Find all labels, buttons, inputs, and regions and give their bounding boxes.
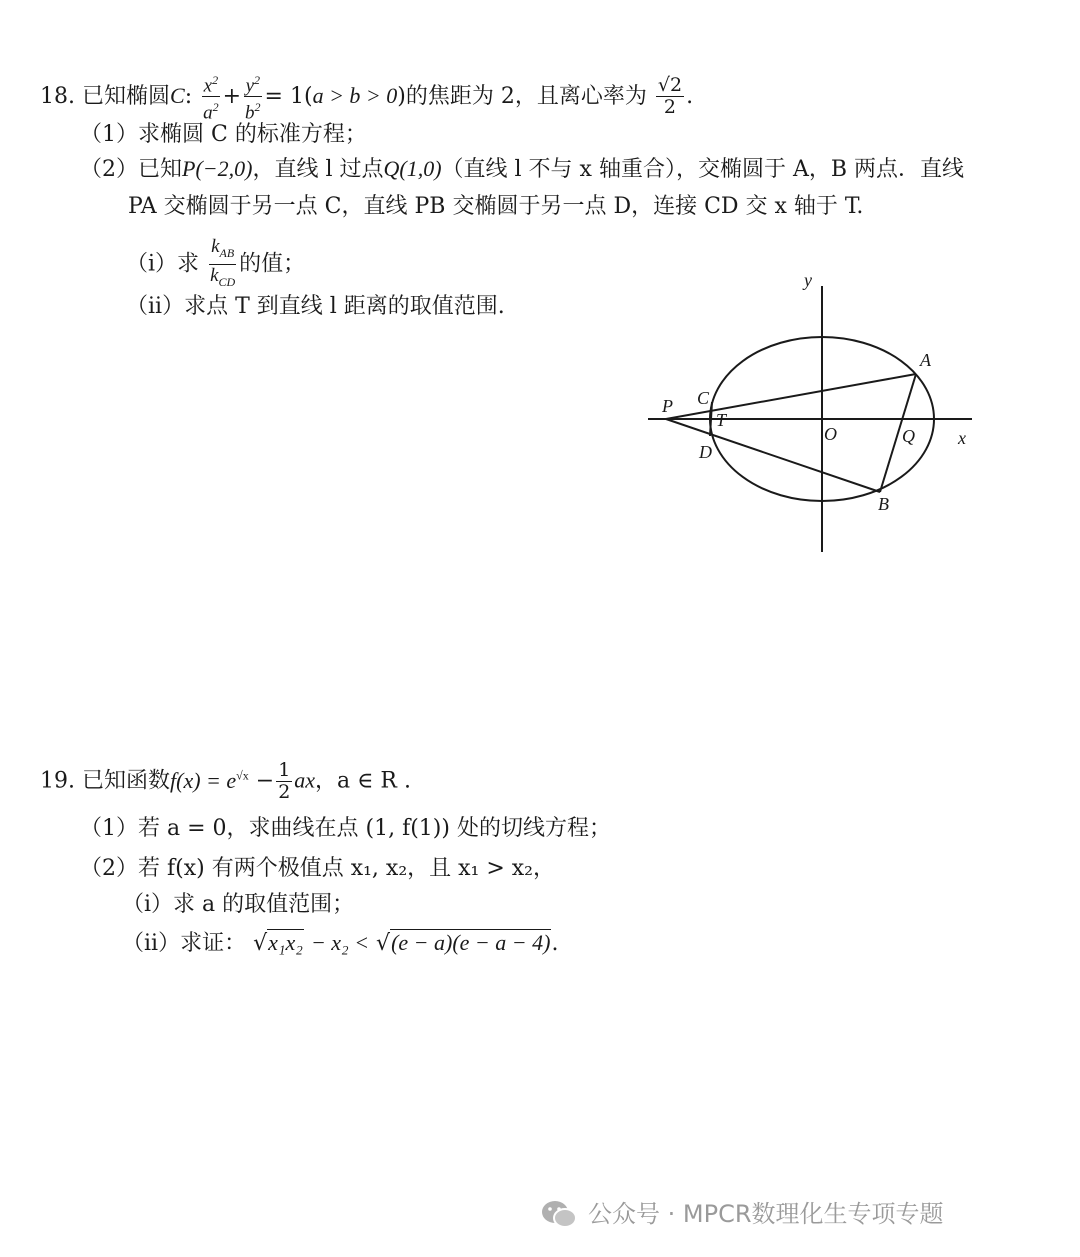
q18-i-pre: 求 — [177, 251, 200, 277]
label-t: T — [716, 410, 727, 430]
q19-ii-mid: − x₂ < — [310, 930, 370, 955]
q19-i-text: 求 a 的取值范围； — [173, 892, 355, 917]
label-c: C — [697, 388, 710, 408]
q18-number: 18. — [40, 83, 75, 109]
q18-part2-given: 已知 — [138, 157, 183, 182]
label-d: D — [699, 442, 712, 462]
watermark-text: 公众号 · MPCR数理化生专项专题 — [588, 1200, 944, 1228]
q19-radicand-2: (e − a)(e − a − 4) — [391, 930, 551, 955]
label-p: P — [662, 396, 673, 416]
q18-curve-name: C — [170, 82, 185, 108]
q19-i-label: （i） — [122, 892, 174, 917]
q19-part2-ii: （ii）求证： √x₁x₂ − x₂ < √(e − a)(e − a − 4). — [122, 930, 559, 956]
q18-part1-text: 求椭圆 C 的标准方程； — [138, 122, 367, 147]
q18-part1-label: （1） — [80, 122, 138, 147]
q19-minus: − — [255, 768, 275, 794]
q19-ii-pre: 求证： — [180, 931, 247, 956]
q18-part2-line2 — [128, 192, 863, 222]
q18-i-post: 的值； — [239, 251, 306, 277]
q18-i-label: （i） — [126, 251, 178, 277]
label-x: x — [958, 428, 966, 448]
q18-part2-intersect: （直线 l 不与 x 轴重合），交椭圆于 A，B 两点．直线 — [441, 157, 964, 182]
q19-part2-i — [122, 890, 354, 920]
q19-function: $f(x) = e^{√x}$ — [170, 767, 249, 793]
one-half-fraction: $\frac{1}{2}$ — [278, 759, 291, 803]
q19-number: 19. — [40, 768, 75, 794]
label-o: O — [824, 424, 837, 444]
q19-part1 — [80, 814, 611, 844]
q19-radicand-1: x₁x₂ — [268, 930, 303, 955]
q19-ii-end: . — [551, 931, 559, 956]
q18-intro-mid: 的焦距为 2，且离心率为 — [405, 83, 647, 109]
x2-over-a2: $\frac{x^2}{a^2}$ — [201, 70, 221, 124]
q19-part1-text: 若 a = 0，求曲线在点 (1, f(1)) 处的切线方程； — [138, 816, 611, 841]
q18-part2-ii — [126, 292, 505, 322]
q18-part2-line-l: ，直线 l 过点 — [252, 157, 384, 182]
watermark — [540, 1194, 1060, 1238]
q18-period: . — [686, 83, 694, 109]
label-a: A — [920, 350, 931, 370]
q18-stem: 18. 已知椭圆C: $\frac{x^2}{a^2}$ + $\frac{y^2}{b^2}$ = 1(a > b > 0)的焦距为 2，且离心率为 $\frac{√2}{2}$ . — [40, 70, 693, 124]
q19-ii-label: （ii） — [122, 931, 181, 956]
point-p: P(−2,0) — [182, 156, 253, 181]
point-q: Q(1,0) — [383, 156, 442, 181]
q18-ii-label: （ii） — [126, 294, 185, 319]
q19-intro: 已知函数 — [82, 768, 171, 794]
eccentricity-fraction: $\frac{√2}{2}$ — [657, 74, 683, 119]
q19-domain: ，a ∈ R . — [315, 768, 411, 794]
q19-ax-term: ax — [294, 767, 316, 793]
y2-over-b2: $\frac{y^2}{b^2}$ — [243, 70, 263, 124]
q19-part1-label: （1） — [80, 816, 138, 841]
q18-condition: a > b > 0 — [312, 82, 398, 108]
q18-intro: 已知椭圆 — [82, 83, 171, 109]
slope-ratio-fraction: $\frac{k_{AB}}{k_{CD}}$ — [210, 236, 236, 289]
q19-part2-label: （2） — [80, 856, 138, 881]
q18-part2 — [80, 154, 964, 185]
q18-part2-i — [126, 236, 305, 293]
q19-part2 — [80, 854, 555, 884]
label-q: Q — [902, 426, 915, 446]
label-b: B — [878, 494, 889, 514]
q18-ii-text: 求点 T 到直线 l 距离的取值范围. — [184, 294, 505, 319]
q18-part1 — [80, 120, 367, 150]
wechat-icon — [540, 1199, 578, 1231]
label-y: y — [804, 270, 812, 290]
q19-stem — [40, 760, 411, 803]
q18-part2-label: （2） — [80, 157, 138, 182]
ellipse-figure — [640, 266, 980, 556]
q18-part2-continuation: PA 交椭圆于另一点 C，直线 PB 交椭圆于另一点 D，连接 CD 交 x 轴于 T. — [128, 194, 864, 219]
q19-part2-text: 若 f(x) 有两个极值点 x₁, x₂，且 x₁ > x₂， — [138, 856, 556, 881]
